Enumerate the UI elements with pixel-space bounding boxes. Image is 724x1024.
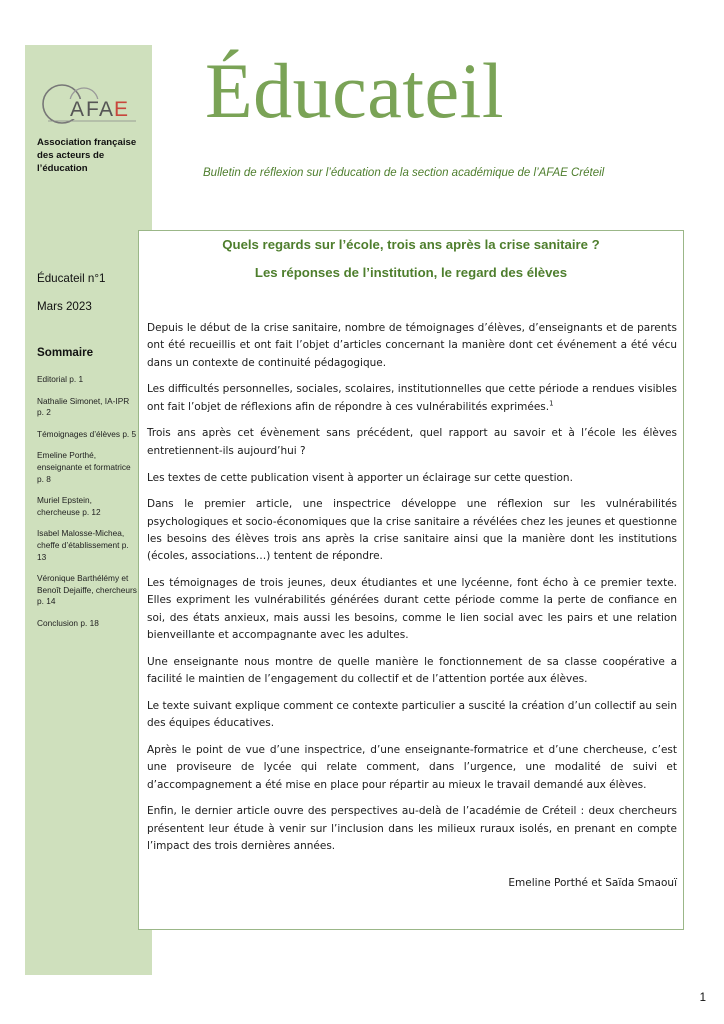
toc-item[interactable]: Véronique Barthélémy et Benoît Dejaiffe, chercheurs p. 14	[37, 573, 137, 607]
article-paragraph: Dans le premier article, une inspectrice développe une réflexion sur les vulnérabilités psychologiques et socio-économiques que la crise sanitaire a révélées chez les jeunes et questionne les besoins des élèves trois ans après la crise sanitaire ainsi que la manière dont les institutions (écoles, associations…) tentent de répondre.	[147, 498, 677, 563]
toc-item[interactable]: Editorial p. 1	[37, 374, 84, 384]
article-signature: Emeline Porthé et Saïda Smaouï	[508, 877, 677, 889]
table-of-contents	[37, 374, 137, 640]
issue-info	[37, 265, 105, 321]
article-paragraph: Enfin, le dernier article ouvre des perspectives au-delà de l’académie de Créteil : deux chercheurs présentent leur étude à venir sur l’inclusion dans les milieux ruraux isolés, en prenant en compte l’impact des trois dernières années.	[147, 805, 677, 852]
article-paragraph: Trois ans après cet évènement sans précédent, quel rapport au savoir et à l’école les élèves entretiennent-ils aujourd’hui ?	[147, 427, 677, 457]
issue-date: Mars 2023	[37, 300, 92, 313]
editorial-subheadline: Les réponses de l’institution, le regard des élèves	[254, 265, 568, 280]
article-paragraph: Les difficultés personnelles, sociales, scolaires, institutionnelles que cette période a rendues visibles ont fait l’objet de réflexions afin de répondre à ces vulnérabilités exprimées.	[147, 383, 677, 413]
article-paragraph: Après le point de vue d’une inspectrice, d’une enseignante-formatrice et d’une chercheuse, c’est une proviseure de lycée qui relate comment, dans l’urgence, une modalité de suivi et d’accompagnement a été mise en place pour répartir au mieux le travail demandé aux élèves.	[147, 743, 677, 791]
article-paragraph: Depuis le début de la crise sanitaire, nombre de témoignages d’élèves, d’enseignants et de parents ont été recueillis et ont fait l’objet d’articles concernant la manière dont cet événement a été vécu dans un contexte de continuité pédagogique.	[147, 322, 677, 369]
editorial-body	[147, 320, 677, 865]
issue-number: Éducateil n°1	[37, 272, 106, 285]
toc-item[interactable]: Conclusion p. 18	[37, 617, 99, 628]
sommaire-heading: Sommaire	[37, 346, 94, 359]
editorial-headline: Quels regards sur l’école, trois ans après la crise sanitaire ?	[222, 237, 600, 252]
toc-item[interactable]: Nathalie Simonet, IA-IPR p. 2	[37, 395, 130, 418]
footnote-reference[interactable]: 1	[549, 399, 554, 408]
bulletin-subtitle: Bulletin de réflexion sur l’éducation de la section académique de l’AFAE Créteil	[203, 167, 605, 179]
article-paragraph-with-footnote	[147, 381, 677, 416]
article-paragraph: Les textes de cette publication visent à apporter un éclairage sur cette question.	[147, 471, 573, 484]
svg-text:F: F	[86, 98, 99, 121]
svg-text:E: E	[114, 98, 129, 121]
toc-item[interactable]: Témoignages d’élèves p. 5	[37, 428, 137, 439]
organization-name: Association française des acteurs de l’éducation	[37, 137, 137, 174]
toc-item[interactable]: Emeline Porthé, enseignante et formatrice p. 8	[37, 450, 131, 484]
article-paragraph: Les témoignages de trois jeunes, deux étudiantes et une lycéenne, font écho à ce premier texte. Elles expriment les vulnérabilités générées durant cette période comme la perte de confiance en soi, des états anxieux, mais aussi les besoins, comme le lien social avec les pairs et une relation bienveillante et accompagnante avec les adultes.	[147, 577, 677, 641]
article-paragraph: Une enseignante nous montre de quelle manière le fonctionnement de sa classe coopérative a facilité le maintien de l’engagement du collectif et de l’attention portée aux élèves.	[147, 655, 677, 686]
bulletin-title: Éducateil	[205, 47, 505, 134]
afae-logo	[40, 82, 140, 130]
page-number: 1	[699, 992, 706, 1004]
article-paragraph: Le texte suivant explique comment ce contexte particulier a suscité la création d’un collectif au sein des équipes éducatives.	[147, 699, 677, 730]
svg-text:A: A	[99, 98, 114, 121]
svg-text:A: A	[70, 98, 85, 121]
toc-item[interactable]: Isabel Malosse-Michea, cheffe d’établissement p. 13	[37, 528, 129, 562]
toc-item[interactable]: Muriel Epstein, chercheuse p. 12	[37, 495, 101, 517]
